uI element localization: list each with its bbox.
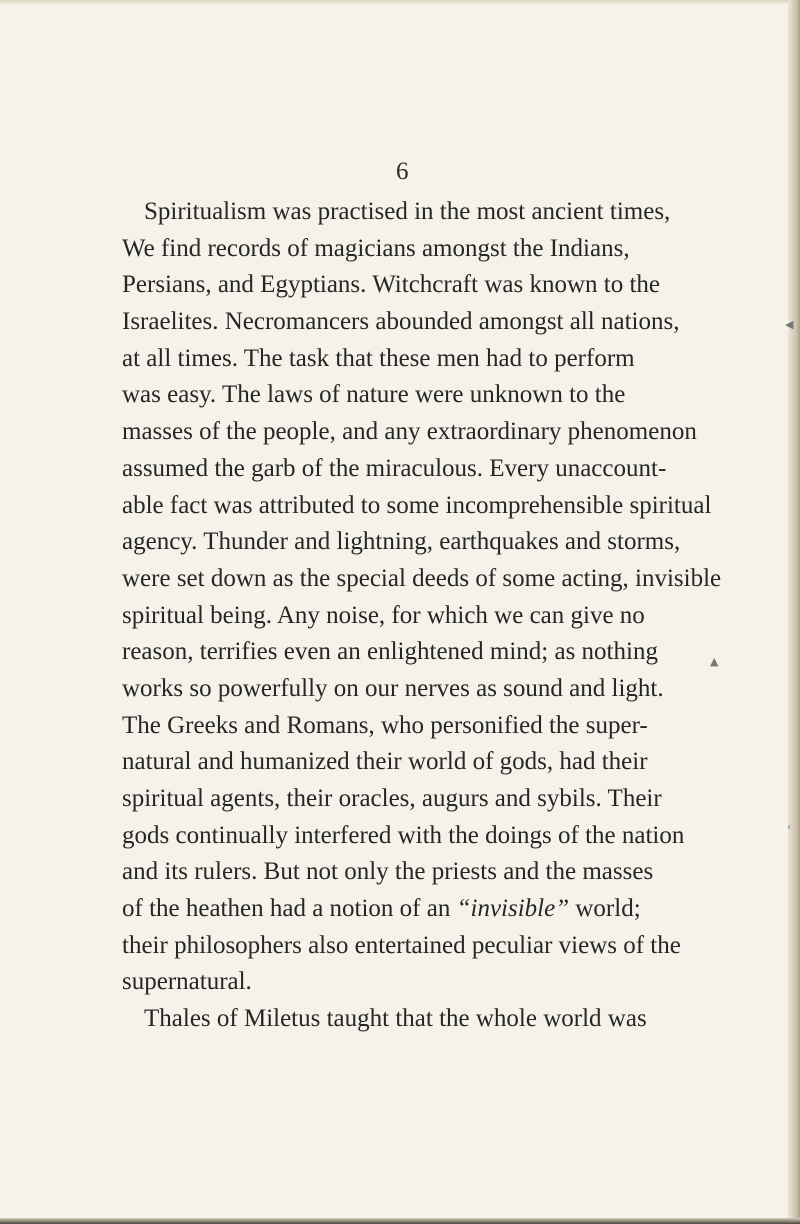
page-number: 6 (396, 158, 409, 185)
page-bottom-edge (0, 1218, 800, 1224)
margin-arrow-icon: ▲ (710, 655, 719, 668)
text-span: world; (569, 895, 641, 923)
page-top-edge (0, 0, 800, 5)
text-line: Persians, and Egyptians. Witchcraft was known to the (122, 271, 661, 299)
text-line: their philosophers also entertained peculiar views of the (122, 931, 681, 959)
margin-arrow-icon: ‹ (787, 820, 792, 833)
text-line: Spiritualism was practised in the most ancient times, (144, 198, 671, 225)
text-line: natural and humanized their world of gods, had their (122, 748, 648, 776)
text-line: masses of the people, and any extraordinary phenomenon (122, 418, 697, 446)
text-line: and its rulers. But not only the priests and the masses (122, 858, 654, 886)
body-text (122, 194, 787, 1038)
text-line: Thales of Miletus taught that the whole world was (144, 1005, 647, 1033)
text-line: supernatural. (122, 968, 252, 996)
text-line: gods continually interfered with the doings of the nation (122, 821, 685, 849)
text-line: spiritual agents, their oracles, augurs and sybils. Their (122, 785, 662, 812)
text-line: agency. Thunder and lightning, earthquakes and storms, (122, 528, 681, 556)
text-line (122, 891, 787, 928)
text-line: Israelites. Necromancers abounded amongst all nations, (122, 308, 680, 336)
text-line: able fact was attributed to some incomprehensible spiritual (122, 491, 712, 519)
text-line: The Greeks and Romans, who personified the super- (122, 711, 648, 739)
text-line: at all times. The task that these men had to perform (122, 344, 635, 372)
text-line: works so powerfully on our nerves as sound and light. (122, 674, 664, 702)
page-right-edge (788, 0, 800, 1224)
text-line: was easy. The laws of nature were unknown to the (122, 381, 626, 409)
text-line: were set down as the special deeds of some acting, invisible (122, 564, 722, 592)
text-line: We find records of magicians amongst the Indians, (122, 234, 630, 262)
italic-word: “invisible” (456, 895, 570, 923)
margin-arrow-icon: ◀ (785, 318, 794, 331)
text-span: of the heathen had a notion of an (122, 895, 457, 923)
text-line: assumed the garb of the miraculous. Every unaccount- (122, 454, 667, 482)
text-line: spiritual being. Any noise, for which we can give no (122, 601, 645, 629)
text-line: reason, terrifies even an enlightened mind; as nothing (122, 638, 658, 666)
